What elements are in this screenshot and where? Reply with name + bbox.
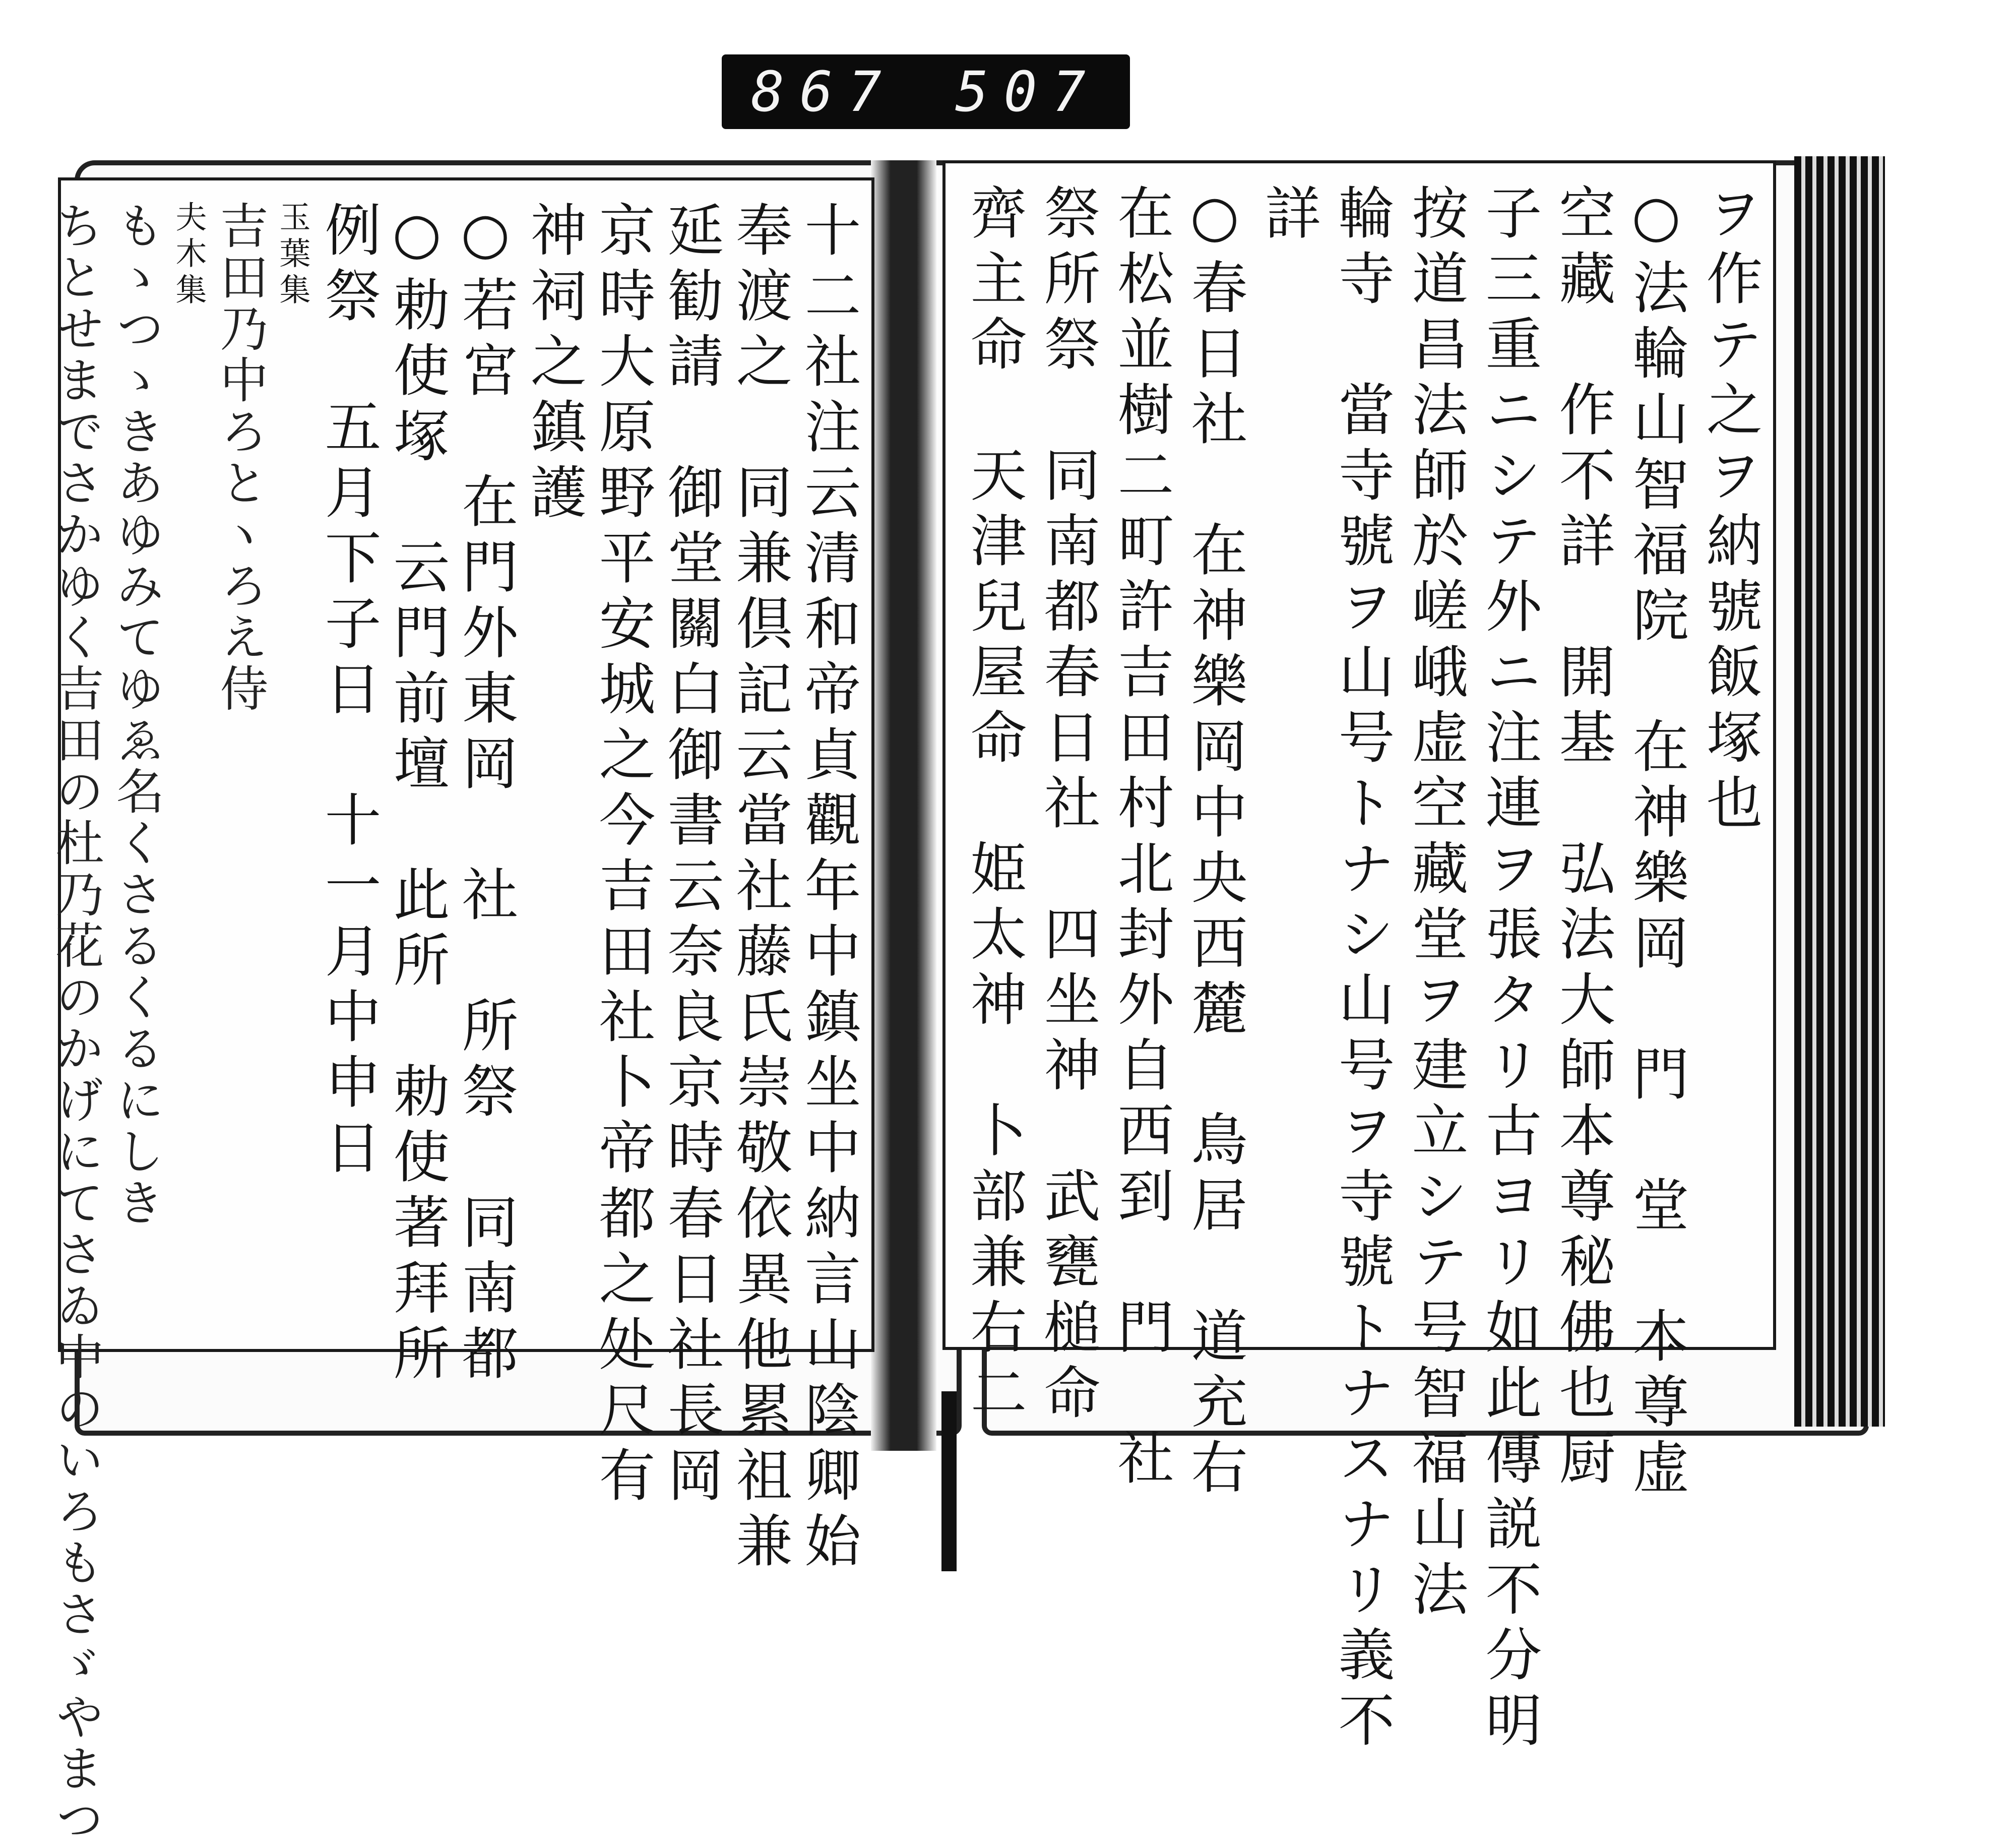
left-line-8: 例祭 五月下子日 十一月中申日: [316, 201, 381, 1184]
left-line-7: ○勅使塚 云門前壇 此所 勅使著拜所: [384, 201, 450, 1389]
left-line-3: 延勧請 御堂關白御書云奈良京時春日社長岡: [658, 201, 724, 1511]
left-text-frame: [48, 177, 874, 1846]
left-line-2: 奉渡之 同兼倶記云當社藤氏崇敬依異他累祖兼: [727, 201, 792, 1577]
left-poem-1: もゝつゝきあゆみてゆゑ名くさるくるにしき: [108, 201, 165, 1229]
left-columns: [48, 201, 861, 1846]
left-line-4: 京時大原野平安城之今吉田社卜帝都之处尺有: [590, 201, 655, 1511]
left-line-5: 神祠之鎮護: [521, 201, 587, 528]
book-spine: [871, 160, 936, 1451]
film-id-label: [722, 54, 1130, 129]
right-line-3: 空藏 作不詳 開基 弘法大師本尊秘佛也厨: [1550, 183, 1615, 1494]
left-poem-title: 吉田乃中ろとヽろえ侍: [212, 201, 269, 715]
left-note-collection-1: 玉葉集: [274, 201, 311, 310]
film-id-left: 867: [751, 59, 897, 124]
right-line-9: 在松並樹二町許吉田村北封外自西到 門 社: [1108, 183, 1174, 1494]
right-line-7: 詳: [1255, 183, 1321, 249]
right-line-10: 祭所祭 同南都春日社 四坐神 武甕槌命: [1035, 183, 1100, 1429]
right-line-6: 輪寺 當寺號ヲ山号トナシ山号ヲ寺號トナスナリ義不: [1329, 183, 1395, 1756]
right-line-11: 齊主命 天津兒屋命 姫太神 卜部兼右二: [961, 183, 1027, 1429]
right-line-2: ○法輪山智福院 在神樂岡 門 堂 本尊虚: [1623, 183, 1689, 1503]
right-line-4: 子三重ニシテ外ニ注連ヲ張タリ古ヨリ如此傳説不分明: [1476, 183, 1542, 1756]
page-edges: [1794, 156, 1885, 1427]
right-columns: [961, 183, 1762, 1756]
spine-shadow: [941, 1391, 957, 1571]
right-line-8: ○春日社 在神樂岡中央西麓 鳥居 道充右: [1182, 183, 1247, 1503]
left-line-1: 十二社注云清和帝貞觀年中鎮坐中納言山陰卿始: [795, 201, 861, 1577]
film-id-right: 507: [955, 59, 1101, 124]
left-line-6: ○若宮 在門外東岡 社 所祭 同南都: [453, 201, 518, 1389]
right-line-1: ヲ作テ之ヲ納號飯塚也: [1697, 183, 1762, 839]
right-line-5: 按道昌法師於嵯峨虚空藏堂ヲ建立シテ号智福山法: [1403, 183, 1468, 1625]
right-text-frame: [942, 160, 1776, 1756]
left-poem-2: ちとせまでさかゆく吉田の杜乃花のかげにてさゐ中のいろもさゞやまつ: [48, 201, 104, 1846]
left-note-collection-2: 夫木集: [170, 201, 207, 310]
